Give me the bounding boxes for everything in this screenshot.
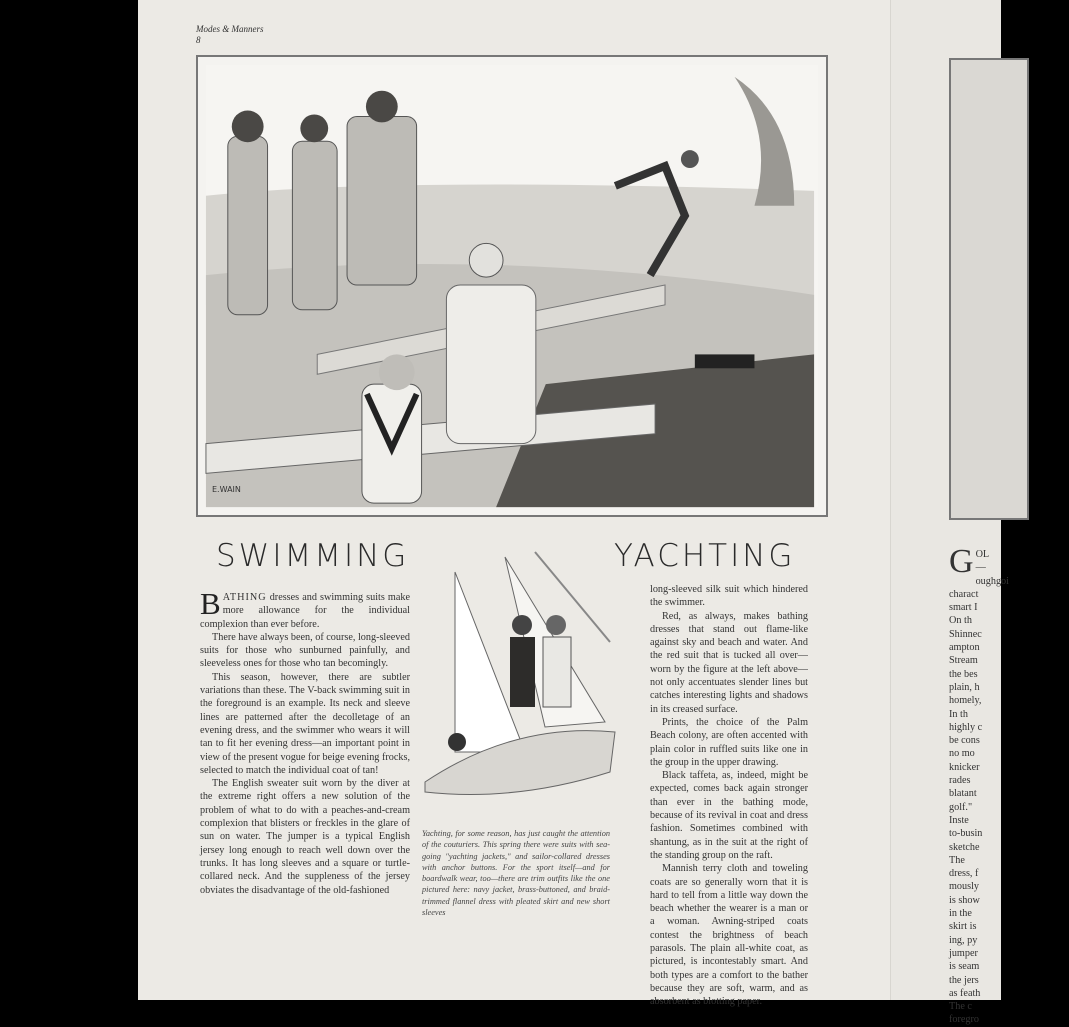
left-column: [200, 586, 411, 897]
yachting-caption: Yachting, for some reason, has just caught the attention of the couturiers. This spring there were suits with sea-going "yachting jackets," and sailor-collared dresses with anchor buttons. For the sport itself—and for boardwalk wear, too—there are trim outfits like the one pictured here: navy jacket, brass-buttoned, and braid-trimmed flannel dress with pleated skirt and new short sleeves: [422, 829, 610, 918]
text-line: homely,: [949, 695, 982, 707]
text-line: knicker: [949, 761, 980, 773]
text-line: the jers: [949, 974, 979, 986]
text-line: rades: [949, 775, 971, 787]
text-line: On th: [949, 615, 972, 627]
text-line: dress, f: [949, 868, 979, 880]
yachting-illustration: [415, 552, 623, 817]
drop-cap: B: [200, 586, 221, 621]
text-line: no mo: [949, 748, 975, 760]
paragraph: The English sweater suit worn by the diver at the extreme right offers a new solution of the problem of what to do with a peaches-and-cream complexion that blisters or freckles in the glare of sun on water. The jumper is a typical English jersey long enough to reach well down over the trunks. It has long sleeves and a square or turtle-collared neck. And the suppleness of the jersey obviates the disadvantage of the old-fashioned: [200, 778, 410, 896]
next-page-column: [949, 543, 1069, 1027]
text-line: Stream: [949, 655, 978, 667]
text-line: plain, h: [949, 681, 980, 693]
text-line: in the: [949, 908, 972, 920]
drop-cap: G: [949, 543, 974, 580]
paragraph: There have always been, of course, long-sleeved suits for those who sunburned painfully, and sleeveless ones for those who tan becomingly.: [200, 631, 411, 670]
text-line: The c: [949, 1001, 972, 1013]
text-line: the bes: [949, 668, 978, 680]
heading-swimming: SWIMMING: [216, 538, 410, 574]
text-line: be cons: [949, 735, 980, 747]
text-line: blatant: [949, 788, 977, 800]
text-line: mously: [949, 881, 980, 893]
text-line: OL: [975, 549, 990, 560]
paragraph: Black taffeta, as, indeed, might be expected, comes back again stronger than ever in the bathing mode, because of its revival in coat and dress fashion. Sometimes combined with shantung, as in the suit at the right of the standing group on the raft.: [650, 770, 808, 861]
text-line: ampton: [949, 642, 980, 654]
text-line: Shinnec: [949, 628, 982, 640]
text-line: smart I: [949, 602, 978, 614]
text-line: charact: [949, 588, 979, 600]
paragraph: Prints, the choice of the Palm Beach colony, are often accented with plain color in ruffled suits like one in the group in the upper drawing.: [650, 716, 808, 768]
beach-illustration: [196, 55, 828, 517]
text-line: The: [949, 854, 965, 866]
text-line: ing, py: [949, 934, 978, 946]
text-line: foregro: [949, 1014, 979, 1026]
text-line: is show: [949, 894, 980, 906]
right-column: [650, 583, 808, 1009]
magazine-page: [138, 0, 890, 1008]
text-line: oughgoi: [975, 575, 1009, 587]
magazine-title: Modes & Manners: [196, 24, 264, 34]
paragraph: Mannish terry cloth and toweling coats are so generally worn that it is hard to tell from a little way down the beach whether the wearer is a man or a woman. Awning-striped coats contest the brightness of beach parasols. The plain all-white coat, as pictured, is incontestably smart. And both types are a comfort to the bather because they are soft, warm, and as absorbent as blotting paper.: [650, 863, 808, 1008]
text-line: jumper: [949, 947, 978, 959]
text-line: highly c: [949, 721, 983, 733]
paragraph: BATHING dresses and swimming suits make more allowance for the individual complexion than ever before.: [200, 586, 410, 630]
text-line: is seam: [949, 961, 980, 973]
text-line: as feath: [949, 987, 981, 999]
text-line: —: [975, 562, 986, 574]
text-line: to-busin: [949, 828, 983, 840]
page-number: 8: [196, 35, 201, 45]
text-line: Inste: [949, 814, 969, 826]
heading-yachting: YACHTING: [614, 538, 796, 574]
paragraph: Red, as always, makes bathing dresses that stand out flame-like against sky and beach and water. And the red suit that is tucked all over—worn by the figure at the left above—not only accentuates slender lines but catches interesting lights and shadows in its creased surface.: [650, 610, 808, 715]
running-head: [196, 24, 264, 46]
text-line: skirt is: [949, 921, 977, 933]
paragraph: long-sleeved silk suit which hindered the swimmer.: [650, 584, 808, 609]
artist-signature: E.WAIN: [212, 485, 241, 494]
next-page-illustration: [949, 58, 1029, 520]
text-line: golf.": [949, 801, 973, 813]
text-line: In th: [949, 708, 968, 720]
next-page-fragment: [890, 0, 1009, 1026]
paragraph: This season, however, there are subtler variations than these. The V-back swimming suit in the foreground is an example. Its neck and sleeve lines are patterned after the decolletage of an evening dress, and the swimmer who wears it will tan to fit her evening dress—an important point in view of the present vogue for beige evening frocks, selected to match the individual coat of tan!: [200, 671, 410, 776]
text-line: sketche: [949, 841, 980, 853]
